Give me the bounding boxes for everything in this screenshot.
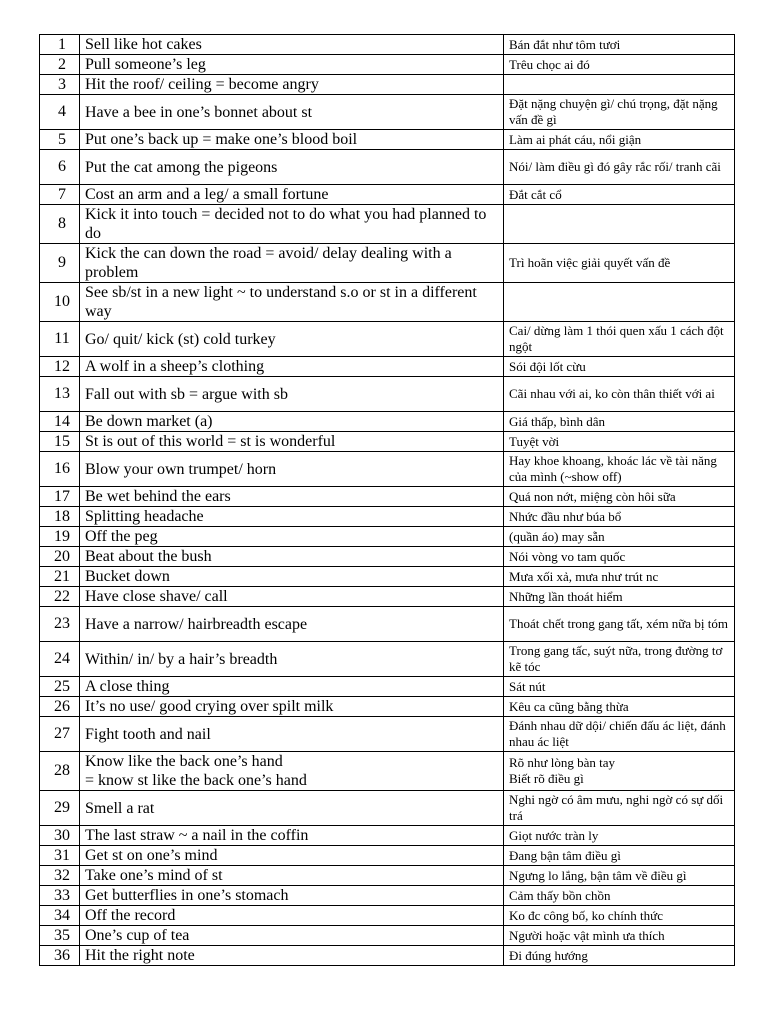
row-number-cell [40,642,80,677]
idiom-vietnamese-cell [504,717,735,752]
idiom-vietnamese-cell [504,75,735,95]
row-number-cell [40,607,80,642]
idiom-english-cell [80,35,504,55]
row-number: 2 [58,55,66,73]
table-row [40,507,735,527]
row-number: 6 [58,158,66,175]
row-number: 5 [58,130,66,148]
idiom-vietnamese: Ngưng lo lắng, bận tâm về điều gì [509,867,687,883]
idiom-english-cell [80,432,504,452]
table-row [40,487,735,507]
row-number: 7 [58,185,66,203]
idiom-english-cell [80,677,504,697]
idiom-english-cell [80,150,504,185]
table-row [40,846,735,866]
row-number: 19 [54,527,70,545]
idiom-vietnamese-cell [504,130,735,150]
idiom-english-cell [80,697,504,717]
row-number-cell [40,185,80,205]
idiom-vietnamese-cell [504,487,735,507]
idiom-vietnamese: Sát nút [509,678,546,694]
row-number: 33 [54,886,70,904]
table-row [40,906,735,926]
idiom-english-cell [80,95,504,130]
row-number-cell [40,906,80,926]
row-number: 15 [54,432,70,450]
idiom-vietnamese: Đang bận tâm điều gì [509,847,621,863]
idiom-english-cell [80,906,504,926]
idiom-vietnamese: Tuyệt vời [509,433,560,449]
idiom-vietnamese-cell [504,906,735,926]
idiom-vietnamese-cell [504,567,735,587]
idiom-english-cell [80,527,504,547]
idiom-english: Sell like hot cakes [85,36,202,53]
idiom-english-cell [80,205,504,244]
table-row [40,185,735,205]
table-row [40,607,735,642]
idiom-vietnamese: Sói đội lốt cừu [509,358,586,374]
table-row [40,412,735,432]
idiom-english: Know like the back one’s hand = know st like the back one’s hand [85,753,307,789]
idiom-english-cell [80,587,504,607]
idiom-english: Within/ in/ by a hair’s breadth [85,650,278,668]
idiom-vietnamese: Cãi nhau với ai, ko còn thân thiết với ai [509,386,715,401]
row-number: 17 [54,487,70,505]
row-number: 20 [54,547,70,565]
idiom-vietnamese: Đi đúng hướng [509,947,588,963]
idiom-english-cell [80,322,504,357]
idiom-vietnamese: Bán đắt như tôm tươi [509,36,621,52]
row-number: 11 [54,330,70,347]
idiom-english: Have a narrow/ hairbreadth escape [85,615,308,633]
idiom-vietnamese-cell [504,642,735,677]
row-number: 28 [54,762,70,779]
idiom-vietnamese: Nói vòng vo tam quốc [509,548,626,564]
idiom-vietnamese: Những lần thoát hiểm [509,588,623,604]
idiom-english: Pull someone’s leg [85,56,206,73]
idiom-english-cell [80,642,504,677]
idiom-table [39,34,735,966]
idiom-english: Off the peg [85,528,158,545]
idiom-english: The last straw ~ a nail in the coffin [85,827,309,844]
table-row [40,357,735,377]
idiom-english-cell [80,283,504,322]
idiom-vietnamese-cell [504,55,735,75]
idiom-vietnamese: Cảm thấy bồn chồn [509,887,611,903]
row-number: 3 [58,75,66,93]
row-number-cell [40,75,80,95]
idiom-vietnamese-cell [504,926,735,946]
idiom-english: Have a bee in one’s bonnet about st [85,103,313,121]
idiom-english: Get butterflies in one’s stomach [85,887,289,904]
idiom-vietnamese-cell [504,697,735,717]
table-row [40,95,735,130]
row-number: 35 [54,926,70,944]
idiom-english: Bucket down [85,568,170,585]
idiom-vietnamese-cell [504,946,735,966]
row-number: 27 [54,725,70,742]
table-row [40,717,735,752]
row-number: 23 [54,615,70,632]
table-row [40,283,735,322]
idiom-english: Be wet behind the ears [85,488,231,505]
idiom-vietnamese: Trì hoãn việc giải quyết vấn đề [509,255,671,270]
idiom-vietnamese-cell [504,205,735,244]
idiom-english: Blow your own trumpet/ horn [85,460,277,478]
row-number-cell [40,487,80,507]
idiom-english-cell [80,130,504,150]
row-number: 24 [54,650,70,667]
table-row [40,697,735,717]
idiom-vietnamese: Giọt nước tràn ly [509,827,599,843]
idiom-vietnamese-cell [504,185,735,205]
row-number-cell [40,846,80,866]
idiom-english-cell [80,412,504,432]
table-row [40,75,735,95]
row-number-cell [40,55,80,75]
idiom-vietnamese: Đặt nặng chuyện gì/ chú trọng, đặt nặng vấn đề gì [509,96,718,127]
idiom-table-body [40,35,735,966]
row-number-cell [40,452,80,487]
table-row [40,547,735,567]
idiom-english-cell [80,946,504,966]
idiom-english-cell [80,357,504,377]
row-number: 18 [54,507,70,525]
row-number-cell [40,926,80,946]
idiom-english-cell [80,926,504,946]
idiom-vietnamese: Giá thấp, bình dân [509,413,606,429]
table-row [40,587,735,607]
idiom-vietnamese-cell [504,607,735,642]
row-number-cell [40,567,80,587]
table-row [40,150,735,185]
idiom-vietnamese-cell [504,95,735,130]
idiom-english-cell [80,547,504,567]
idiom-english: It’s no use/ good crying over spilt milk [85,698,334,715]
idiom-english-cell [80,377,504,412]
idiom-english: Kick it into touch = decided not to do what you had planned to do [85,206,487,242]
idiom-english: Kick the can down the road = avoid/ delay dealing with a problem [85,245,452,281]
row-number: 4 [58,103,66,120]
row-number-cell [40,244,80,283]
table-row [40,377,735,412]
row-number: 16 [54,460,70,477]
row-number: 1 [58,35,66,53]
idiom-vietnamese: Cai/ dừng làm 1 thói quen xấu 1 cách đột ngột [509,323,724,354]
row-number-cell [40,412,80,432]
idiom-vietnamese-cell [504,527,735,547]
idiom-vietnamese-cell [504,587,735,607]
idiom-vietnamese-cell [504,452,735,487]
table-row [40,35,735,55]
idiom-english-cell [80,886,504,906]
row-number-cell [40,697,80,717]
row-number-cell [40,95,80,130]
idiom-english-cell [80,55,504,75]
idiom-vietnamese-cell [504,322,735,357]
idiom-english: Have close shave/ call [85,588,228,605]
idiom-english: Get st on one’s mind [85,847,218,864]
table-row [40,452,735,487]
row-number: 36 [54,946,70,964]
idiom-english-cell [80,75,504,95]
table-row [40,926,735,946]
idiom-english-cell [80,607,504,642]
row-number: 26 [54,697,70,715]
idiom-vietnamese: (quần áo) may sẵn [509,528,605,544]
table-row [40,432,735,452]
idiom-vietnamese: Trêu chọc ai đó [509,56,590,72]
row-number: 22 [54,587,70,605]
idiom-english: Put one’s back up = make one’s blood boil [85,131,358,148]
table-row [40,752,735,791]
idiom-english: Splitting headache [85,508,204,525]
idiom-vietnamese-cell [504,826,735,846]
idiom-english-cell [80,826,504,846]
table-row [40,866,735,886]
idiom-vietnamese: Rõ như lòng bàn tay Biết rõ điều gì [509,755,615,786]
idiom-vietnamese-cell [504,547,735,567]
idiom-vietnamese: Quá non nớt, miệng còn hôi sữa [509,488,676,504]
idiom-english: Smell a rat [85,799,155,817]
idiom-english-cell [80,846,504,866]
row-number-cell [40,150,80,185]
idiom-vietnamese: Nhức đầu như búa bổ [509,508,622,524]
row-number: 30 [54,826,70,844]
table-row [40,886,735,906]
table-row [40,205,735,244]
idiom-english: Take one’s mind of st [85,867,223,884]
idiom-english: A close thing [85,678,170,695]
idiom-english-cell [80,791,504,826]
row-number-cell [40,527,80,547]
idiom-vietnamese-cell [504,677,735,697]
row-number: 8 [58,215,66,232]
idiom-vietnamese: Đánh nhau dữ dội/ chiến đấu ác liệt, đánh nhau ác liệt [509,718,726,749]
idiom-vietnamese: Kêu ca cũng bằng thừa [509,698,629,714]
row-number-cell [40,826,80,846]
idiom-vietnamese-cell [504,35,735,55]
idiom-vietnamese-cell [504,432,735,452]
row-number-cell [40,866,80,886]
idiom-english-cell [80,452,504,487]
idiom-vietnamese: Thoát chết trong gang tất, xém nữa bị tóm [509,616,728,631]
table-row [40,642,735,677]
table-row [40,244,735,283]
idiom-vietnamese: Trong gang tấc, suýt nữa, trong đường tơ kẽ tóc [509,643,723,674]
row-number: 10 [54,293,70,310]
idiom-english-cell [80,866,504,886]
idiom-english: A wolf in a sheep’s clothing [85,358,265,375]
table-row [40,677,735,697]
row-number-cell [40,357,80,377]
idiom-english: Cost an arm and a leg/ a small fortune [85,186,329,203]
idiom-english-cell [80,487,504,507]
table-row [40,322,735,357]
row-number-cell [40,377,80,412]
table-row [40,791,735,826]
idiom-english-cell [80,507,504,527]
row-number: 12 [54,357,70,375]
row-number: 31 [54,846,70,864]
row-number-cell [40,886,80,906]
row-number-cell [40,322,80,357]
idiom-vietnamese-cell [504,377,735,412]
idiom-english-cell [80,185,504,205]
idiom-vietnamese: Mưa xối xả, mưa như trút nc [509,568,659,584]
idiom-vietnamese: Đắt cắt cổ [509,186,562,202]
row-number: 14 [54,412,70,430]
row-number-cell [40,283,80,322]
idiom-english: St is out of this world = st is wonderful [85,433,336,450]
idiom-vietnamese: Hay khoe khoang, khoác lác về tài năng của mình (~show off) [509,453,717,484]
table-row [40,826,735,846]
table-row [40,55,735,75]
row-number: 32 [54,866,70,884]
idiom-vietnamese: Làm ai phát cáu, nổi giận [509,131,642,147]
idiom-english: Hit the right note [85,947,195,964]
idiom-english-cell [80,567,504,587]
idiom-vietnamese-cell [504,357,735,377]
idiom-english: One’s cup of tea [85,927,190,944]
row-number-cell [40,507,80,527]
idiom-english: Fight tooth and nail [85,725,211,743]
row-number-cell [40,205,80,244]
idiom-vietnamese-cell [504,150,735,185]
idiom-vietnamese-cell [504,244,735,283]
row-number-cell [40,35,80,55]
idiom-english: Be down market (a) [85,413,213,430]
row-number-cell [40,752,80,791]
idiom-vietnamese: Ko đc công bố, ko chính thức [509,907,663,923]
idiom-vietnamese-cell [504,283,735,322]
idiom-vietnamese: Người hoặc vật mình ưa thích [509,927,665,943]
table-row [40,567,735,587]
row-number-cell [40,432,80,452]
idiom-vietnamese-cell [504,752,735,791]
row-number: 29 [54,799,70,816]
idiom-english: Hit the roof/ ceiling = become angry [85,76,319,93]
row-number: 25 [54,677,70,695]
idiom-vietnamese-cell [504,412,735,432]
row-number-cell [40,587,80,607]
idiom-english: Go/ quit/ kick (st) cold turkey [85,330,276,348]
idiom-english: Put the cat among the pigeons [85,158,278,176]
idiom-vietnamese: Nghi ngờ có âm mưu, nghi ngờ có sự dối trá [509,792,724,823]
table-row [40,527,735,547]
idiom-english-cell [80,752,504,791]
idiom-english: Fall out with sb = argue with sb [85,385,288,403]
idiom-english: Off the record [85,907,176,924]
idiom-vietnamese-cell [504,791,735,826]
row-number-cell [40,717,80,752]
row-number: 21 [54,567,70,585]
row-number-cell [40,677,80,697]
row-number: 34 [54,906,70,924]
idiom-vietnamese-cell [504,846,735,866]
idiom-vietnamese-cell [504,507,735,527]
idiom-english: See sb/st in a new light ~ to understand s.o or st in a different way [85,284,477,320]
idiom-english-cell [80,717,504,752]
idiom-english: Beat about the bush [85,548,212,565]
row-number-cell [40,946,80,966]
idiom-english-cell [80,244,504,283]
idiom-vietnamese-cell [504,866,735,886]
idiom-vietnamese-cell [504,886,735,906]
table-row [40,130,735,150]
row-number-cell [40,791,80,826]
row-number: 9 [58,254,66,271]
table-row [40,946,735,966]
idiom-vietnamese: Nói/ làm điều gì đó gây rắc rối/ tranh cãi [509,159,721,174]
row-number-cell [40,130,80,150]
row-number: 13 [54,385,70,402]
row-number-cell [40,547,80,567]
